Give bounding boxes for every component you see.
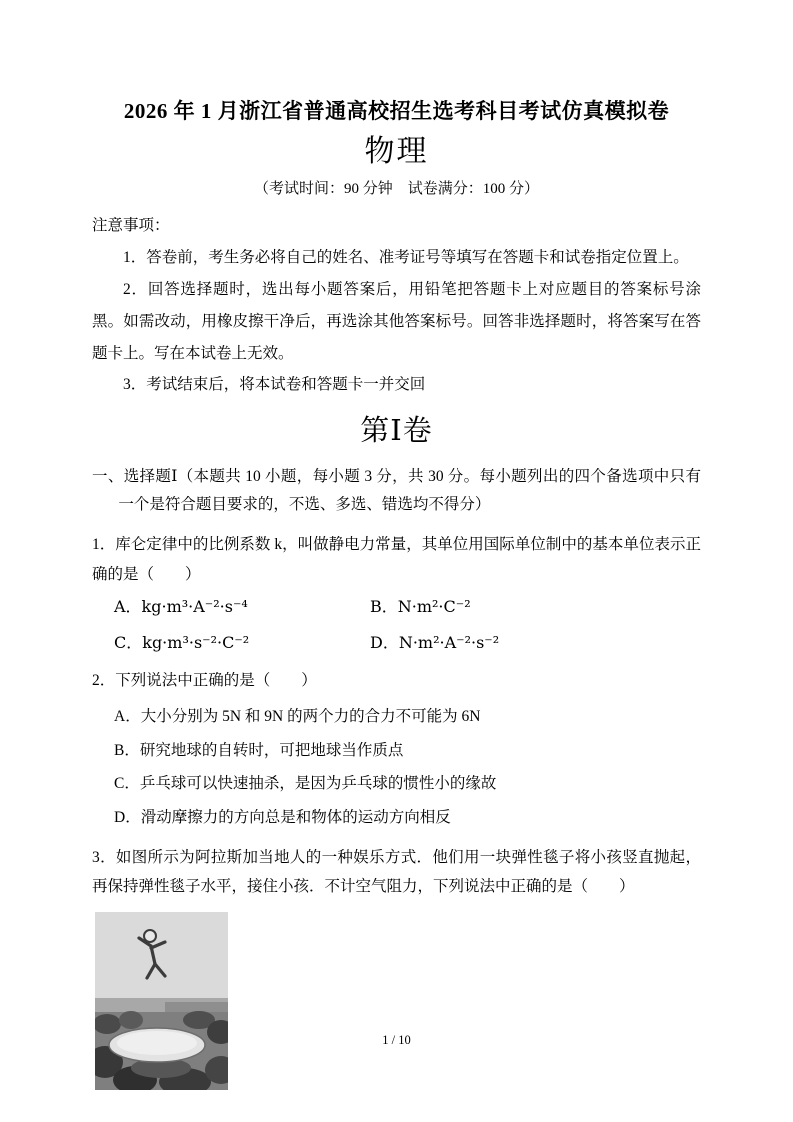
- exam-info: （考试时间：90 分钟 试卷满分：100 分）: [253, 181, 539, 198]
- notices-section: [92, 210, 701, 401]
- question-2-stem: 2．下列说法中正确的是（ ）: [92, 672, 317, 690]
- section-intro: 一、选择题Ⅰ（本题共 10 小题，每小题 3 分，共 30 分。每小题列出的四个备选项中只有一个是符合题目要求的，不选、多选、错选均不得分）: [92, 467, 701, 514]
- notices-heading: 注意事项：: [92, 217, 170, 235]
- exam-title: 2026 年 1 月浙江省普通高校招生选考科目考试仿真模拟卷: [123, 99, 670, 123]
- question-1: [92, 530, 701, 656]
- question-1-option-c: C．kg·m³·s⁻²·C⁻²: [114, 633, 250, 653]
- question-1-option-a: A．kg·m³·A⁻²·s⁻⁴: [114, 596, 248, 616]
- question-1-option-d: D．N·m²·A⁻²·s⁻²: [370, 633, 500, 653]
- exam-header: [92, 96, 701, 198]
- page-footer: [0, 1033, 793, 1048]
- exam-subject: 物理: [364, 135, 429, 169]
- question-2-option-c: C．乒乓球可以快速抽杀，是因为乒乓球的惯性小的缘故: [114, 775, 497, 793]
- question-1-option-b: B．N·m²·C⁻²: [370, 596, 471, 616]
- question-3-stem: 3．如图所示为阿拉斯加当地人的一种娱乐方式．他们用一块弹性毯子将小孩竖直抛起，再保持弹性毯子水平，接住小孩．不计空气阻力，下列说法中正确的是（ ）: [92, 848, 701, 896]
- notice-item-3: 3．考试结束后，将本试卷和答题卡一并交回: [123, 376, 426, 394]
- question-2-option-d: D．滑动摩擦力的方向总是和物体的运动方向相反: [114, 809, 451, 827]
- question-1-stem: 1．库仑定律中的比例系数 k，叫做静电力常量，其单位用国际单位制中的基本单位表示正确的是（ ）: [92, 536, 701, 583]
- notice-item-1: 1．答卷前，考生务必将自己的姓名、准考证号等填写在答题卡和试卷指定位置上。: [123, 249, 689, 267]
- blanket-toss-photo: [95, 912, 228, 1090]
- part-title: 第Ⅰ卷: [360, 415, 433, 448]
- question-3: [92, 843, 701, 1090]
- question-2: [92, 666, 701, 835]
- notice-item-2: 2．回答选择题时，选出每小题答案后，用铅笔把答题卡上对应题目的答案标号涂黑。如需改动，用橡皮擦干净后，再选涂其他答案标号。回答非选择题时，将答案写在答题卡上。写在本试卷上无效。: [92, 280, 701, 362]
- question-1-options: [114, 593, 701, 656]
- question-2-options: [92, 700, 701, 835]
- question-2-option-a: A．大小分别为 5N 和 9N 的两个力的合力不可能为 6N: [114, 707, 481, 725]
- question-2-option-b: B．研究地球的自转时，可把地球当作质点: [114, 741, 404, 759]
- page-number: 1 / 10: [382, 1033, 411, 1047]
